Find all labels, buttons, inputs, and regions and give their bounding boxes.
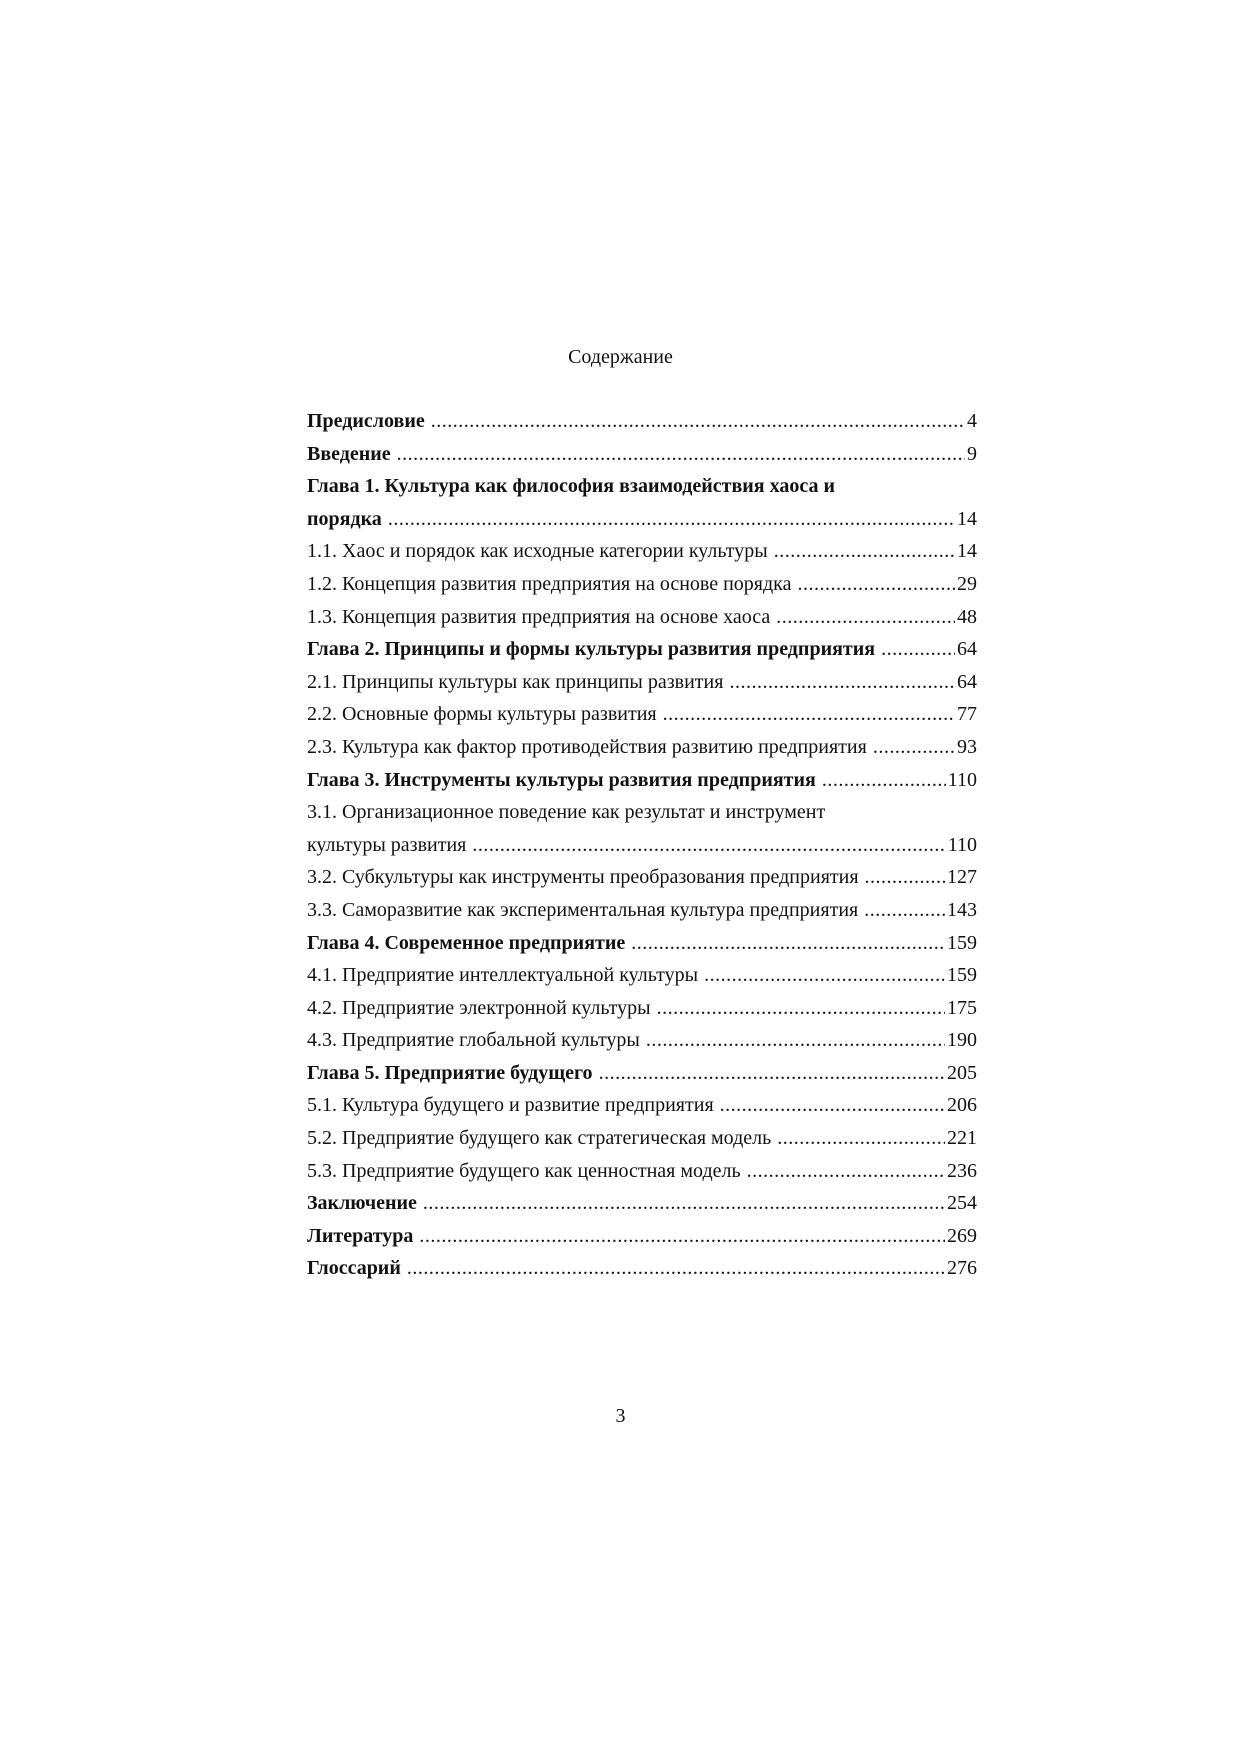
toc-entry-label: Глава 1. Культура как философия взаимодействия хаоса и — [307, 475, 835, 498]
toc-entry-page: 236 — [947, 1159, 977, 1182]
toc-entry-page: 205 — [947, 1061, 977, 1084]
toc-leader-dots — [407, 1252, 945, 1285]
toc-entry[interactable] — [307, 829, 977, 862]
toc-entry[interactable] — [307, 633, 977, 666]
toc-entry[interactable] — [307, 1187, 977, 1220]
toc-entry[interactable] — [307, 1252, 977, 1285]
toc-entry-label: 3.3. Саморазвитие как экспериментальная культура предприятия — [307, 898, 859, 921]
toc-entry-label: 4.1. Предприятие интеллектуальной культуры — [307, 964, 699, 987]
toc-entry-label: 1.3. Концепция развития предприятия на основе хаоса — [307, 605, 771, 628]
toc-entry[interactable] — [307, 959, 977, 992]
toc-entry-label: Заключение — [307, 1192, 417, 1215]
toc-entry[interactable] — [307, 796, 977, 829]
toc-entry[interactable] — [307, 438, 977, 471]
toc-entry[interactable] — [307, 927, 977, 960]
toc-entry[interactable] — [307, 894, 977, 927]
toc-leader-dots — [419, 1220, 945, 1253]
toc-leader-dots — [423, 1187, 945, 1220]
toc-leader-dots — [774, 535, 955, 568]
toc-entry[interactable] — [307, 861, 977, 894]
toc-leader-dots — [873, 731, 955, 764]
toc-entry-page: 48 — [957, 605, 977, 628]
toc-entry-page: 4 — [967, 410, 977, 432]
toc-leader-dots — [704, 959, 945, 992]
toc-entry-label: Глоссарий — [307, 1257, 401, 1280]
toc-entry[interactable] — [307, 503, 977, 536]
toc-entry-page: 14 — [957, 540, 977, 563]
toc-entry[interactable] — [307, 1024, 977, 1057]
toc-entry[interactable] — [307, 1122, 977, 1155]
toc-entry[interactable] — [307, 698, 977, 731]
page-number: 3 — [615, 1405, 626, 1427]
toc-leader-dots — [720, 1089, 945, 1122]
toc-leader-dots — [729, 666, 955, 699]
toc-entry-page: 159 — [947, 931, 977, 954]
toc-entry-page: 276 — [947, 1257, 977, 1280]
toc-leader-dots — [864, 894, 945, 927]
toc-leader-dots — [397, 438, 965, 471]
toc-entry-label: 3.1. Организационное поведение как результат и инструмент — [307, 801, 826, 824]
toc-leader-dots — [472, 829, 945, 862]
toc-entry-label: Глава 5. Предприятие будущего — [307, 1061, 593, 1084]
toc-entry-page: 64 — [957, 638, 977, 661]
toc-entry-page: 221 — [947, 1127, 977, 1150]
toc-entry-label: 5.3. Предприятие будущего как ценностная модель — [307, 1159, 741, 1182]
toc-entry-page: 9 — [967, 442, 977, 465]
toc-entry[interactable] — [307, 731, 977, 764]
toc-entry-label: Глава 3. Инструменты культуры развития предприятия — [307, 768, 816, 791]
toc-entry-page: 64 — [957, 670, 977, 693]
toc-leader-dots — [388, 503, 955, 536]
toc-entry[interactable] — [307, 1220, 977, 1253]
toc-entry-page: 127 — [947, 866, 977, 889]
toc-entry-label: 4.2. Предприятие электронной культуры — [307, 996, 651, 1019]
toc-entry-label: Литература — [307, 1224, 414, 1247]
toc-entry-label: 5.2. Предприятие будущего как стратегическая модель — [307, 1127, 772, 1150]
toc-entry[interactable] — [307, 568, 977, 601]
toc-entry-label: Глава 4. Современное предприятие — [307, 931, 626, 954]
toc-entry-label: 1.2. Концепция развития предприятия на основе порядка — [307, 572, 792, 595]
toc-leader-dots — [431, 405, 965, 438]
toc-leader-dots — [881, 633, 955, 666]
toc-entry-page: 14 — [957, 507, 977, 530]
toc-entry-label: Введение — [307, 442, 391, 465]
toc-leader-dots — [747, 1155, 945, 1188]
toc-entry-label: порядка — [307, 507, 382, 530]
toc-entry-label: 2.3. Культура как фактор противодействия развитию предприятия — [307, 735, 867, 758]
toc-leader-dots — [657, 992, 945, 1025]
toc-leader-dots — [663, 698, 955, 731]
toc-leader-dots — [797, 568, 955, 601]
toc-entry[interactable] — [307, 1155, 977, 1188]
toc-entry-page: 269 — [947, 1224, 977, 1247]
page-title: Содержание — [568, 346, 673, 368]
toc-leader-dots — [865, 861, 945, 894]
toc-leader-dots — [599, 1057, 945, 1090]
toc-entry-page: 110 — [947, 833, 977, 856]
table-of-contents — [307, 405, 977, 1285]
toc-entry-page: 254 — [947, 1192, 977, 1215]
toc-entry[interactable] — [307, 535, 977, 568]
toc-entry-label: 1.1. Хаос и порядок как исходные категории культуры — [307, 540, 768, 563]
toc-leader-dots — [777, 1122, 945, 1155]
toc-entry-page: 159 — [947, 964, 977, 987]
toc-entry-page: 93 — [957, 735, 977, 758]
toc-entry[interactable] — [307, 470, 977, 503]
toc-leader-dots — [776, 601, 955, 634]
toc-leader-dots — [822, 764, 946, 797]
toc-entry[interactable] — [307, 1057, 977, 1090]
toc-entry-label: 5.1. Культура будущего и развитие предприятия — [307, 1094, 714, 1117]
toc-entry-label: культуры развития — [307, 833, 467, 856]
toc-entry[interactable] — [307, 764, 977, 797]
toc-leader-dots — [631, 927, 945, 960]
toc-entry[interactable] — [307, 1089, 977, 1122]
toc-entry-label: Предисловие — [307, 410, 425, 432]
toc-entry[interactable] — [307, 992, 977, 1025]
toc-entry-page: 175 — [947, 996, 977, 1019]
toc-entry[interactable] — [307, 666, 977, 699]
toc-entry[interactable] — [307, 601, 977, 634]
toc-entry-page: 110 — [947, 768, 977, 791]
toc-entry-page: 29 — [957, 572, 977, 595]
toc-entry-label: 2.1. Принципы культуры как принципы развития — [307, 670, 724, 693]
toc-leader-dots — [646, 1024, 945, 1057]
toc-entry-page: 190 — [947, 1029, 977, 1052]
toc-entry-page: 143 — [947, 898, 977, 921]
toc-entry-label: 4.3. Предприятие глобальной культуры — [307, 1029, 640, 1052]
toc-entry-label: 3.2. Субкультуры как инструменты преобразования предприятия — [307, 866, 859, 889]
toc-entry-page: 206 — [947, 1094, 977, 1117]
toc-entry-label: 2.2. Основные формы культуры развития — [307, 703, 657, 726]
toc-entry-page: 77 — [957, 703, 977, 726]
toc-entry-label: Глава 2. Принципы и формы культуры развития предприятия — [307, 638, 876, 661]
toc-entry[interactable] — [307, 405, 977, 438]
